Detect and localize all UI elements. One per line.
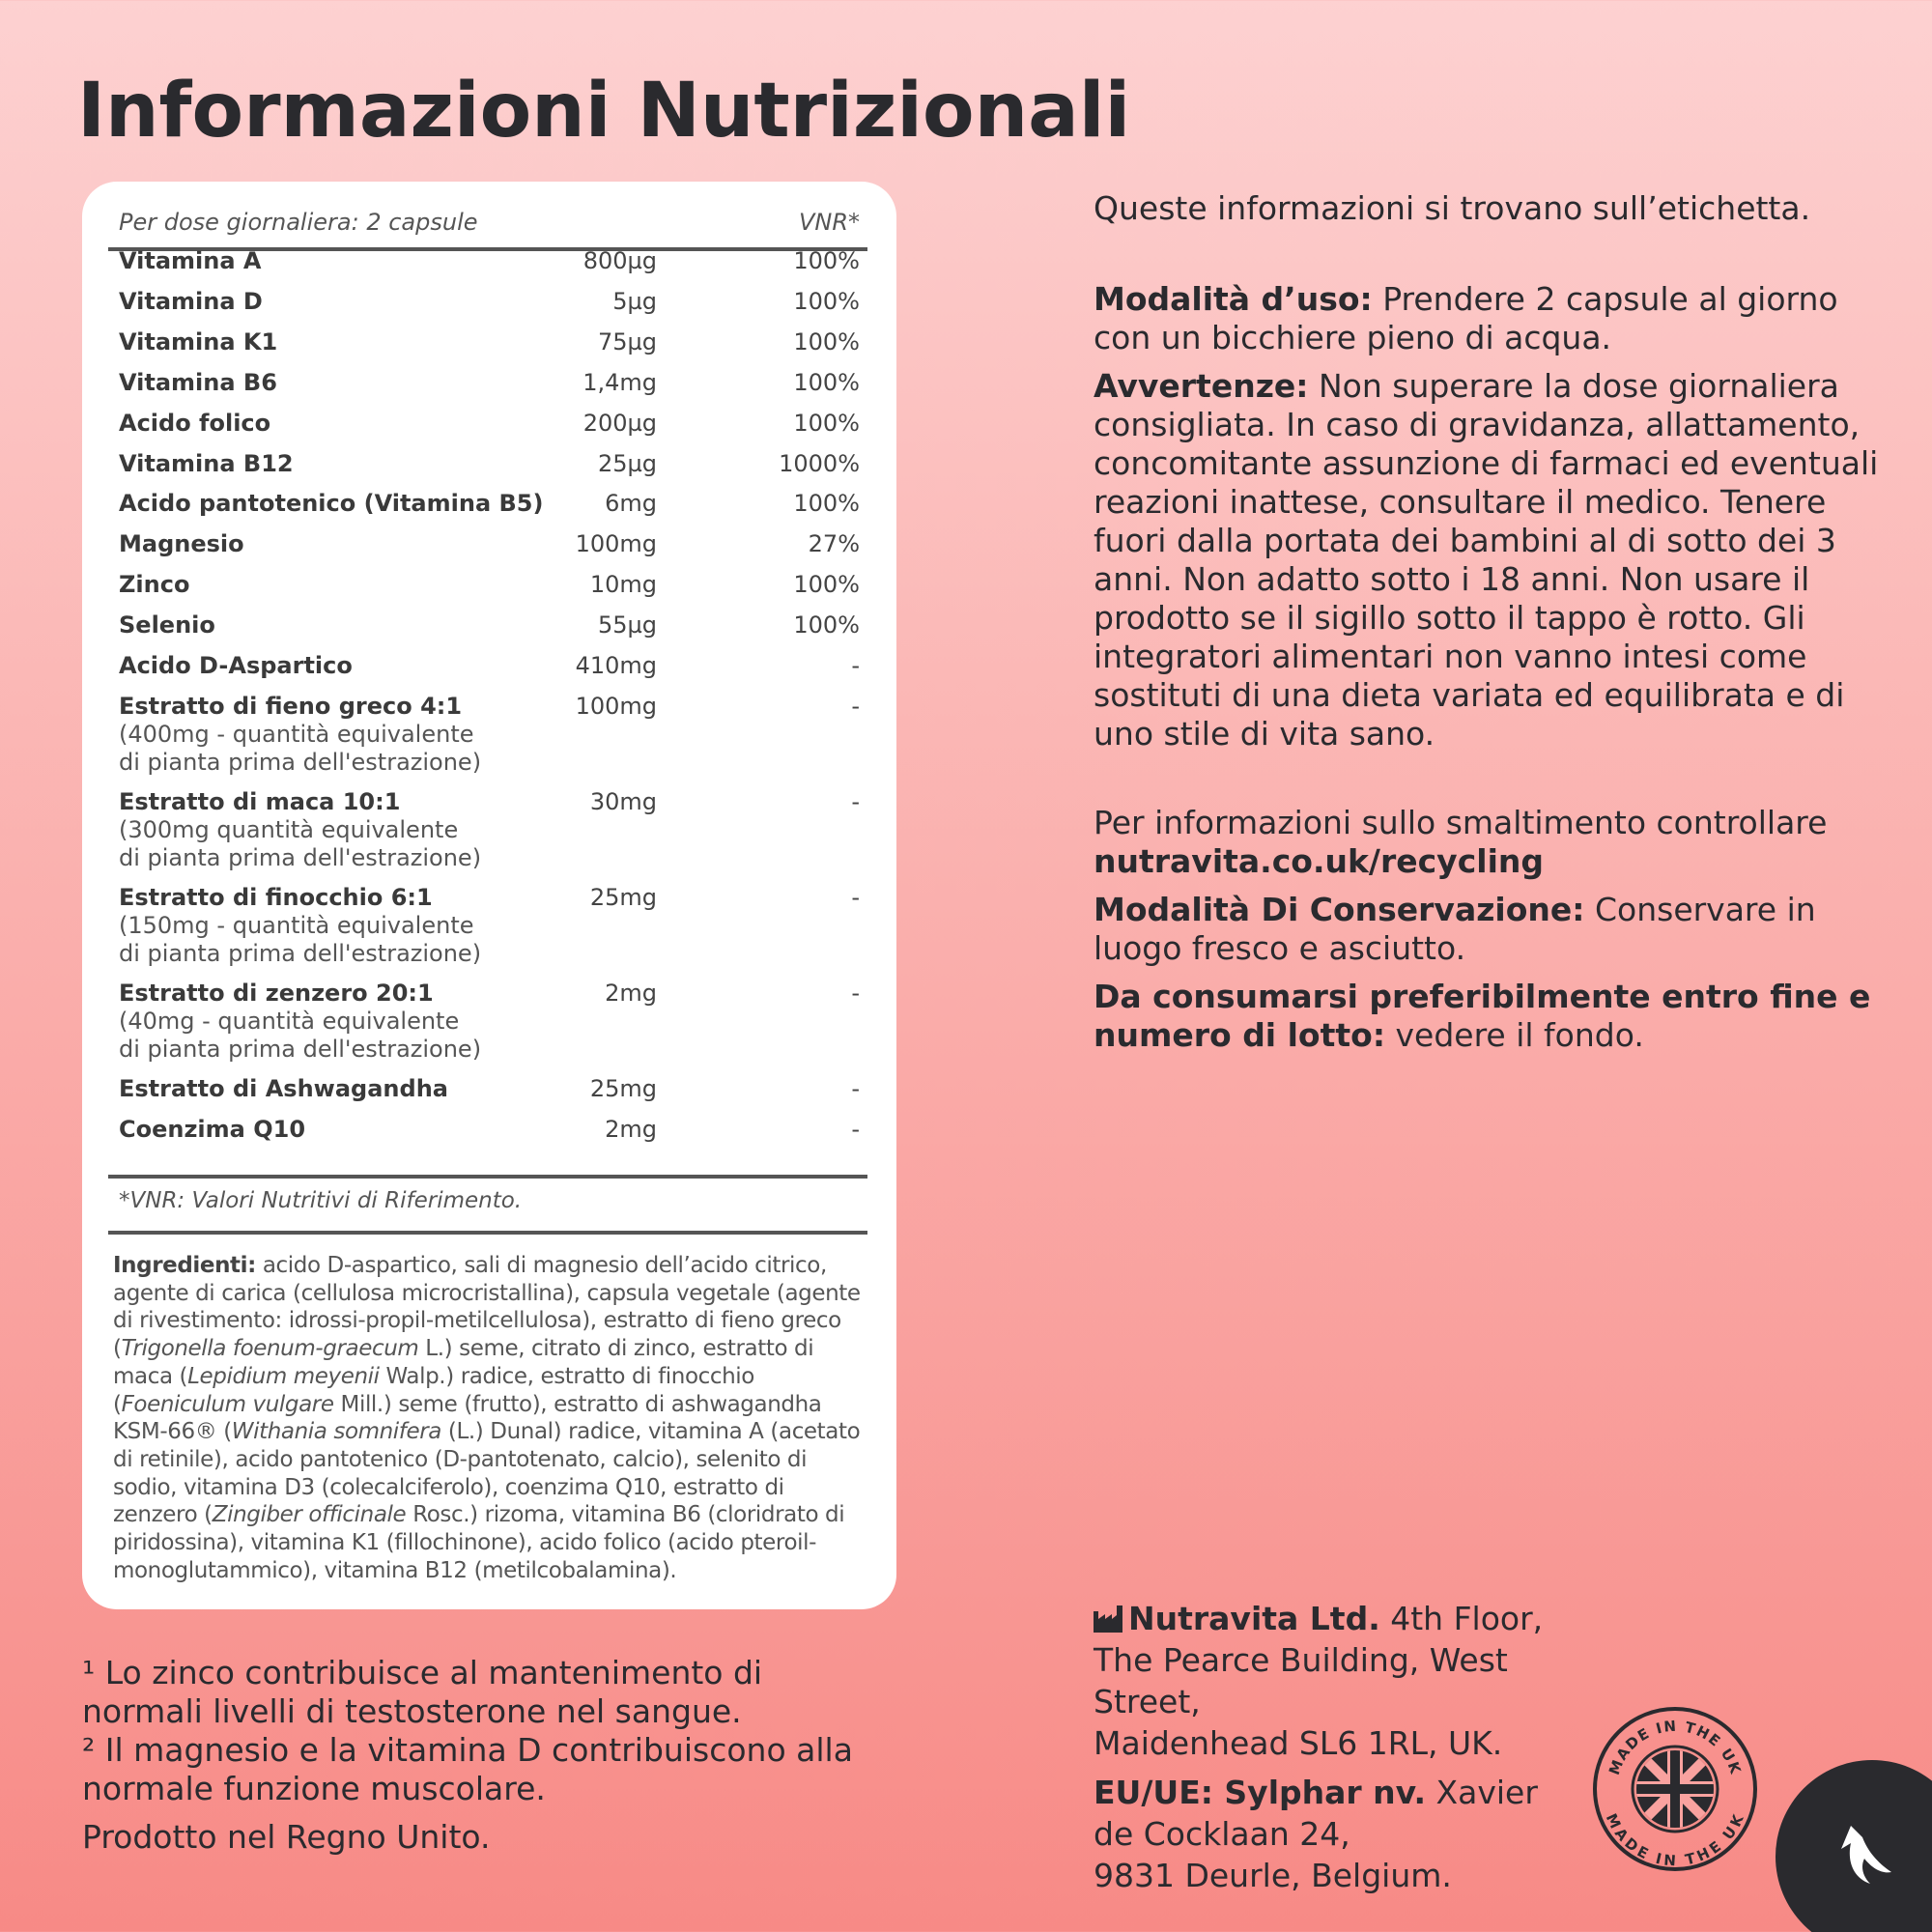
- nutrient-vnr: 100%: [793, 287, 860, 315]
- nutrient-name: [119, 328, 563, 356]
- nutrient-name: [119, 571, 563, 599]
- magnesium-claim: ² Il magnesio e la vitamina D contribuiscono alla normale funzione muscolare.: [82, 1731, 853, 1807]
- storage-label: Modalità Di Conservazione:: [1094, 891, 1585, 928]
- serving-label: Per dose giornaliera: 2 capsule: [119, 209, 478, 236]
- nutrient-amount: 25mg: [589, 1074, 657, 1102]
- divider: [108, 1175, 867, 1179]
- nutrient-label: Vitamina B12: [119, 449, 294, 477]
- address-line: de Cocklaan 24,: [1094, 1815, 1350, 1853]
- nutrient-amount: 5µg: [612, 287, 657, 315]
- nutrient-label: Coenzima Q10: [119, 1115, 306, 1143]
- ingredients-latin: Trigonella foenum-graecum: [121, 1336, 419, 1362]
- address-line: 4th Floor,: [1379, 1600, 1544, 1637]
- nutrient-amount: 2mg: [605, 1115, 657, 1143]
- nutrient-name: [119, 693, 563, 777]
- nutrient-name: [119, 611, 563, 639]
- nutrient-label: Estratto di zenzero 20:1: [119, 979, 434, 1007]
- nutrient-amount: 800µg: [582, 247, 657, 274]
- address-line: Xavier: [1426, 1774, 1538, 1811]
- nutrient-name: [119, 450, 563, 478]
- nutrient-vnr: 100%: [793, 327, 860, 355]
- nutrient-vnr: -: [851, 1115, 860, 1143]
- badge-text-bottom: MADE IN THE UK: [1602, 1810, 1748, 1870]
- nutrient-name: [119, 410, 563, 438]
- arrow-icon[interactable]: [1837, 1822, 1895, 1893]
- nutrient-amount: 1,4mg: [582, 368, 657, 396]
- badge-text-top: MADE IN THE UK: [1605, 1717, 1746, 1777]
- nutrient-name: [119, 788, 563, 872]
- ingredients-part: Mill.) seme (frutto), estratto di ashwagandha KSM-66® (: [113, 1391, 822, 1445]
- nutrient-name: [119, 247, 563, 275]
- page-title: Informazioni Nutrizionali: [77, 68, 1131, 155]
- health-claims: [82, 1654, 855, 1857]
- nutrient-amount: 25mg: [589, 883, 657, 911]
- table-header: [119, 209, 860, 240]
- label-note: Queste informazioni si trovano sull’etichetta.: [1094, 189, 1811, 227]
- nutrient-note: di pianta prima dell'estrazione): [119, 939, 482, 967]
- ingredients-part: Rosc.) rizoma, vitamina B6 (cloridrato di piridossina), vitamina K1 (fillochinone), acido folico (acido pteroil-monoglutammico), vitamina B12 (metilcobalamina).: [113, 1502, 845, 1583]
- eu-address: [1094, 1772, 1596, 1896]
- ingredients-part: acido D-aspartico, sali di magnesio dell’acido citrico, agente di carica (cellulosa microcristallina), capsula vegetale (agente di rivestimento: idrossi-propil-metilcellulosa), estratto di fieno greco (: [113, 1253, 861, 1362]
- bestbefore-paragraph: [1094, 978, 1886, 1055]
- nutrient-name: [119, 288, 563, 316]
- nutrient-name: [119, 652, 563, 680]
- ingredients-latin: Foeniculum vulgare: [121, 1391, 334, 1417]
- nutrition-card: [82, 182, 896, 1609]
- nutrient-vnr: -: [851, 1074, 860, 1102]
- bestbefore-text: vedere il fondo.: [1385, 1016, 1644, 1054]
- nutrient-label: Vitamina A: [119, 247, 262, 274]
- ingredients-label: Ingredienti:: [113, 1253, 256, 1278]
- warning-label: Avvertenze:: [1094, 367, 1309, 405]
- nutrient-amount: 55µg: [597, 611, 657, 639]
- storage-paragraph: [1094, 891, 1886, 968]
- nutrient-name: [119, 1075, 563, 1103]
- manufacturer-address: [1094, 1598, 1596, 1896]
- nutrient-note: (150mg - quantità equivalente: [119, 911, 474, 939]
- nutrient-vnr: -: [851, 979, 860, 1007]
- nutrient-amount: 75µg: [597, 327, 657, 355]
- nutrient-label: Estratto di finocchio 6:1: [119, 883, 433, 911]
- ingredients-part: (L.) Dunal) radice, vitamina A (acetato di retinile), acido pantotenico (D-pantotenato, calcio), selenito di sodio, vitamina D3 (colecalciferolo), coenzima Q10, estratto di zenzero (: [113, 1419, 861, 1528]
- nutrient-amount: 100mg: [575, 530, 657, 558]
- nutrient-label: Estratto di fieno greco 4:1: [119, 692, 463, 720]
- divider: [108, 1231, 867, 1235]
- nutrient-amount: 25µg: [597, 449, 657, 477]
- ingredients-latin: Lepidium meyenii: [187, 1363, 380, 1389]
- origin-note: Prodotto nel Regno Unito.: [82, 1818, 491, 1856]
- nutrient-label: Estratto di Ashwagandha: [119, 1074, 448, 1102]
- nutrient-label: Estratto di maca 10:1: [119, 787, 401, 815]
- nutrient-label: Vitamina D: [119, 287, 263, 315]
- nutrient-note: di pianta prima dell'estrazione): [119, 748, 482, 776]
- nutrient-vnr: 100%: [793, 247, 860, 274]
- warning-paragraph: [1094, 367, 1886, 753]
- nutrient-vnr: 1000%: [779, 449, 860, 477]
- ingredients-part: L.) seme, citrato di zinco, estratto di maca (: [113, 1336, 814, 1389]
- ingredients-latin: Withania somnifera: [231, 1419, 441, 1445]
- nutrient-note: di pianta prima dell'estrazione): [119, 843, 482, 871]
- usage-label: Modalità d’uso:: [1094, 280, 1373, 318]
- ingredients-part: Walp.) radice, estratto di finocchio (: [113, 1363, 754, 1417]
- storage-text: Conservare in luogo fresco e asciutto.: [1094, 891, 1816, 967]
- recycling-link[interactable]: nutravita.co.uk/recycling: [1094, 842, 1544, 880]
- union-jack-icon: [1631, 1745, 1719, 1833]
- info-column: [1094, 189, 1886, 1055]
- disposal-paragraph: [1094, 804, 1886, 881]
- nutrient-name: [119, 369, 563, 397]
- nutrient-amount: 410mg: [575, 652, 657, 679]
- eu-rep-name: EU/UE: Sylphar nv.: [1094, 1774, 1427, 1811]
- nutrient-vnr: 100%: [793, 409, 860, 437]
- nutrient-name: [119, 884, 563, 968]
- nutrient-note: (300mg quantità equivalente: [119, 815, 459, 843]
- nutrient-vnr: 100%: [793, 368, 860, 396]
- nutrient-label: Acido folico: [119, 409, 271, 437]
- address-line: Maidenhead SL6 1RL, UK.: [1094, 1724, 1503, 1762]
- nutrient-amount: 6mg: [605, 490, 657, 518]
- nutrient-vnr: -: [851, 883, 860, 911]
- ingredients-latin: Zingiber officinale: [212, 1502, 407, 1528]
- company-name: Nutravita Ltd.: [1128, 1600, 1380, 1637]
- nutrient-vnr: 100%: [793, 490, 860, 518]
- nutrient-name: [119, 490, 563, 518]
- address-line: 9831 Deurle, Belgium.: [1094, 1857, 1452, 1894]
- made-in-uk-badge: [1592, 1706, 1758, 1872]
- nutrient-label: Magnesio: [119, 530, 244, 558]
- nutrient-vnr: -: [851, 787, 860, 815]
- nutrient-vnr: 27%: [808, 530, 860, 558]
- vnr-header: VNR*: [798, 209, 860, 236]
- nutrient-name: [119, 530, 563, 558]
- nutrient-label: Vitamina B6: [119, 368, 277, 396]
- ingredients-text: [113, 1252, 872, 1584]
- nutrient-vnr: 100%: [793, 571, 860, 599]
- usage-text: Prendere 2 capsule al giorno con un bicchiere pieno di acqua.: [1094, 280, 1838, 356]
- nutrient-label: Zinco: [119, 571, 190, 599]
- nutrient-name: [119, 1116, 563, 1144]
- nutrient-amount: 30mg: [589, 787, 657, 815]
- bestbefore-label: Da consumarsi preferibilmente entro fine e numero di lotto:: [1094, 978, 1871, 1054]
- nutrient-amount: 200µg: [582, 409, 657, 437]
- nutrient-amount: 2mg: [605, 979, 657, 1007]
- address-line: The Pearce Building, West Street,: [1094, 1641, 1508, 1720]
- nutrient-note: (400mg - quantità equivalente: [119, 720, 474, 748]
- vnr-footnote: *VNR: Valori Nutritivi di Riferimento.: [119, 1188, 523, 1213]
- nutrient-vnr: -: [851, 692, 860, 720]
- nutrient-label: Acido D-Aspartico: [119, 652, 353, 679]
- factory-icon: [1094, 1605, 1122, 1633]
- nutrient-vnr: 100%: [793, 611, 860, 639]
- nutrient-label: Vitamina K1: [119, 327, 278, 355]
- nutrient-note: di pianta prima dell'estrazione): [119, 1035, 482, 1063]
- disposal-text: Per informazioni sullo smaltimento controllare: [1094, 804, 1828, 841]
- nutrient-amount: 100mg: [575, 692, 657, 720]
- zinc-claim: ¹ Lo zinco contribuisce al mantenimento di normali livelli di testosterone nel sangue.: [82, 1654, 763, 1730]
- uk-address: [1094, 1598, 1596, 1764]
- usage-paragraph: [1094, 280, 1886, 357]
- warning-text: Non superare la dose giornaliera consigliata. In caso di gravidanza, allattamento, concomitante assunzione di farmaci ed eventuali reazioni inattese, consultare il medico. Tenere fuori dalla portata dei bambini al di sotto dei 3 anni. Non adatto sotto i 18 anni. Non usare il prodotto se il sigillo sotto il tappo è rotto. Gli integratori alimentari non vanno intesi come sostituti di una dieta variata ed equilibrata e di uno stile di vita sano.: [1094, 367, 1879, 753]
- nutrient-label: Acido pantotenico (Vitamina B5): [119, 490, 544, 518]
- nutrient-name: [119, 980, 563, 1064]
- nutrient-vnr: -: [851, 652, 860, 679]
- nutrient-amount: 10mg: [589, 571, 657, 599]
- nutrient-label: Selenio: [119, 611, 215, 639]
- nutrient-note: (40mg - quantità equivalente: [119, 1007, 460, 1035]
